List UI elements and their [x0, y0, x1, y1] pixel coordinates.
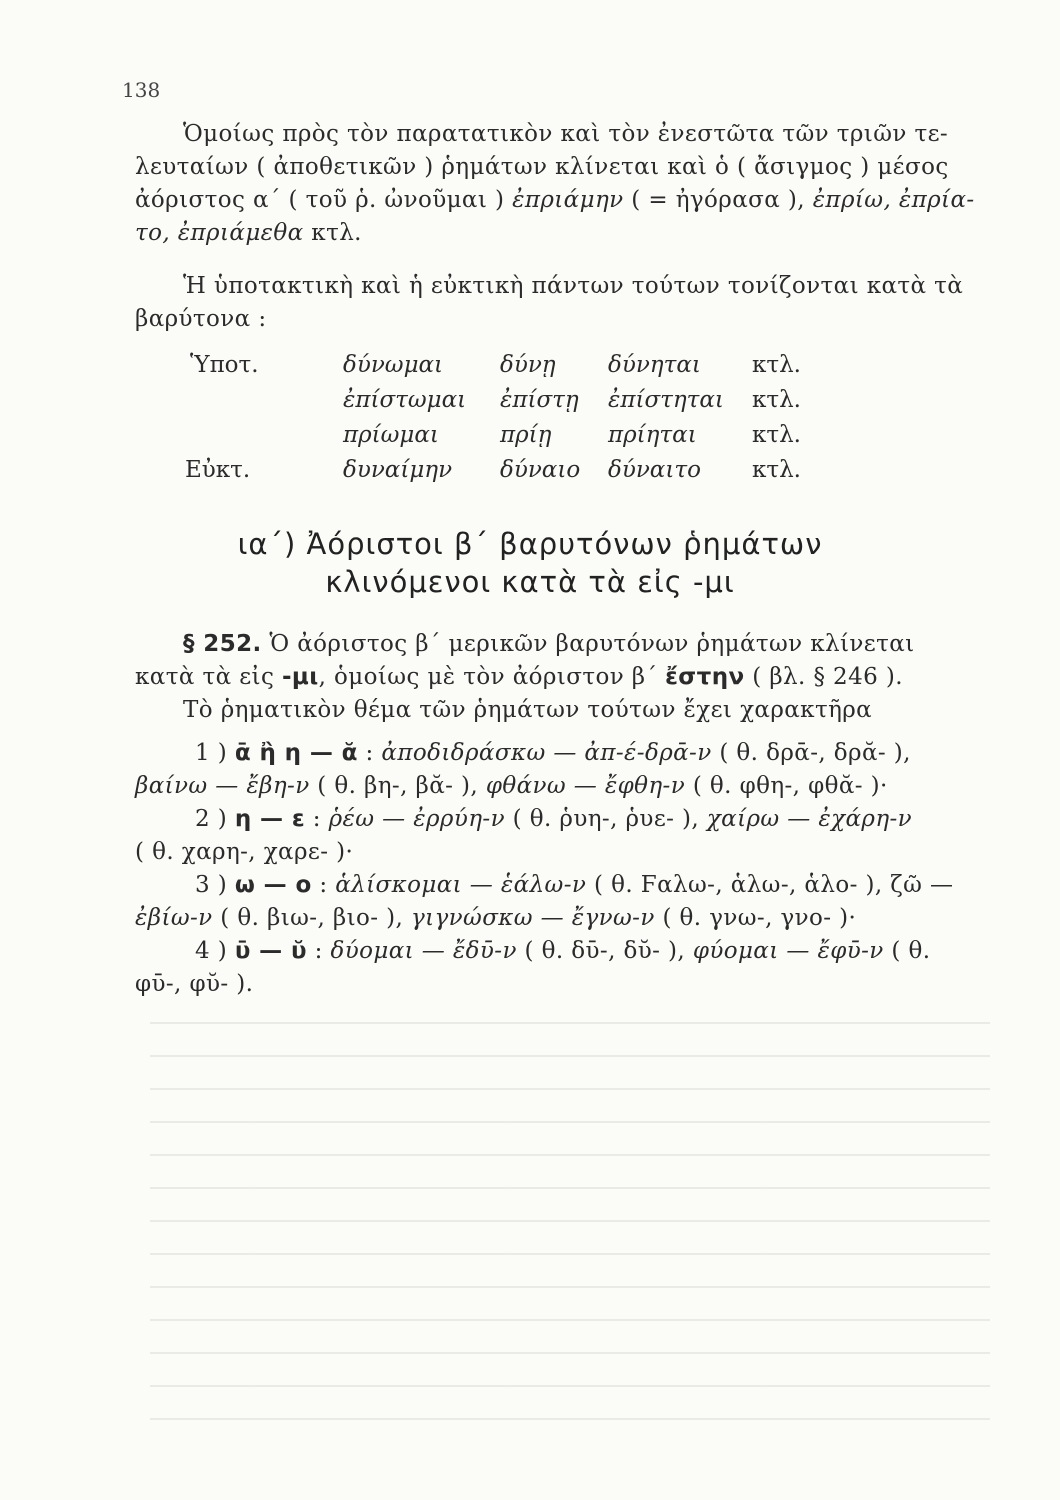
page-number: 138 — [122, 78, 161, 102]
list-item-continuation: ἐβίω-ν ( θ. βιω-, βιο- ), γιγνώσκω — ἔγνω-ν ( θ. γνω-, γνο- )· — [135, 905, 857, 931]
section-number: § 252. — [183, 631, 262, 657]
conj-cell: δυναίμην — [343, 457, 453, 483]
section-252 — [135, 628, 980, 727]
conj-cell: ἐπίστηται — [608, 387, 724, 413]
subjunctive-label: Ὑποτ. — [190, 352, 259, 378]
conj-cell: δύναιο — [500, 457, 581, 483]
intro-line-3: ἀόριστος α΄ ( τοῦ ῥ. ὠνοῦμαι ) ἐπριάμην ( = ἠγόρασα ), ἐπρίω, ἐπρία- — [135, 187, 975, 213]
intro-paragraph — [135, 118, 980, 250]
conj-cell: δύνηται — [608, 352, 701, 378]
list-item-continuation: ( θ. χαρη-, χαρε- )· — [135, 839, 354, 865]
intro-line-1: Ὁμοίως πρὸς τὸν παρατατικὸν καὶ τὸν ἐνεστῶτα τῶν τριῶν τε- — [183, 121, 949, 147]
conj-cell: κτλ. — [752, 457, 801, 483]
section-heading-line-1: ια΄) Ἀόριστοι β΄ βαρυτόνων ῥημάτων — [237, 527, 823, 561]
conj-cell: ἐπίστῃ — [500, 387, 579, 413]
conj-cell: πρίηται — [608, 422, 697, 448]
optative-label: Εὐκτ. — [185, 457, 251, 483]
items-list — [135, 737, 980, 1001]
conj-cell: ἐπίστωμαι — [343, 387, 467, 413]
conj-cell: κτλ. — [752, 387, 801, 413]
subjunctive-intro-line-1: Ἡ ὑποτακτικὴ καὶ ἡ εὐκτικὴ πάντων τούτων τονίζονται κατὰ τὰ — [183, 273, 964, 299]
intro-line-2: λευταίων ( ἀποθετικῶν ) ῥημάτων κλίνεται καὶ ὁ ( ἄσιγμος ) μέσος — [135, 154, 949, 180]
conj-cell: πρίωμαι — [343, 422, 439, 448]
list-item: 4 ) ῡ — ῠ : δύομαι — ἔδῡ-ν ( θ. δῡ-, δῠ- ), φύομαι — ἔφῡ-ν ( θ. — [195, 938, 931, 964]
conj-cell: κτλ. — [752, 352, 801, 378]
section-252-line-1: § 252. Ὁ ἀόριστος β΄ μερικῶν βαρυτόνων ῥημάτων κλίνεται — [183, 631, 915, 657]
intro-line-4: το, ἐπριάμεθα κτλ. — [135, 220, 362, 246]
section-252-line-2: κατὰ τὰ εἰς -μι, ὁμοίως μὲ τὸν ἀόριστον β΄ ἔστην ( βλ. § 246 ). — [135, 664, 903, 690]
section-heading-line-2: κλινόμενοι κατὰ τὰ εἰς -μι — [325, 565, 735, 599]
conj-cell: δύναιτο — [608, 457, 701, 483]
conj-cell: κτλ. — [752, 422, 801, 448]
bleed-through-shadow — [150, 1020, 990, 1420]
list-item-continuation: φῡ-, φῠ- ). — [135, 971, 254, 997]
section-252-line-3: Τὸ ῥηματικὸν θέμα τῶν ῥημάτων τούτων ἔχει χαρακτῆρα — [183, 697, 873, 723]
conjugation-table — [0, 352, 1060, 492]
list-item: 1 ) ᾱ ἢ η — ᾰ : ἀποδιδράσκω — ἀπ-έ-δρᾱ-ν ( θ. δρᾱ-, δρᾰ- ), — [195, 740, 911, 766]
list-item-continuation: βαίνω — ἔβη-ν ( θ. βη-, βᾰ- ), φθάνω — ἔφθη-ν ( θ. φθη-, φθᾰ- )· — [135, 773, 888, 799]
conj-cell: πρίῃ — [500, 422, 552, 448]
subjunctive-intro — [135, 270, 980, 336]
list-item: 3 ) ω — ο : ἁλίσκομαι — ἑάλω-ν ( θ. Ϝαλω-, ἁλω-, ἁλο- ), ζῶ — — [195, 872, 954, 898]
subjunctive-intro-line-2: βαρύτονα : — [135, 306, 267, 332]
conj-cell: δύνωμαι — [343, 352, 444, 378]
list-item: 2 ) η — ε : ῥέω — ἐρρύη-ν ( θ. ῥυη-, ῥυε- ), χαίρω — ἐχάρη-ν — [195, 806, 913, 832]
conj-cell: δύνῃ — [500, 352, 556, 378]
